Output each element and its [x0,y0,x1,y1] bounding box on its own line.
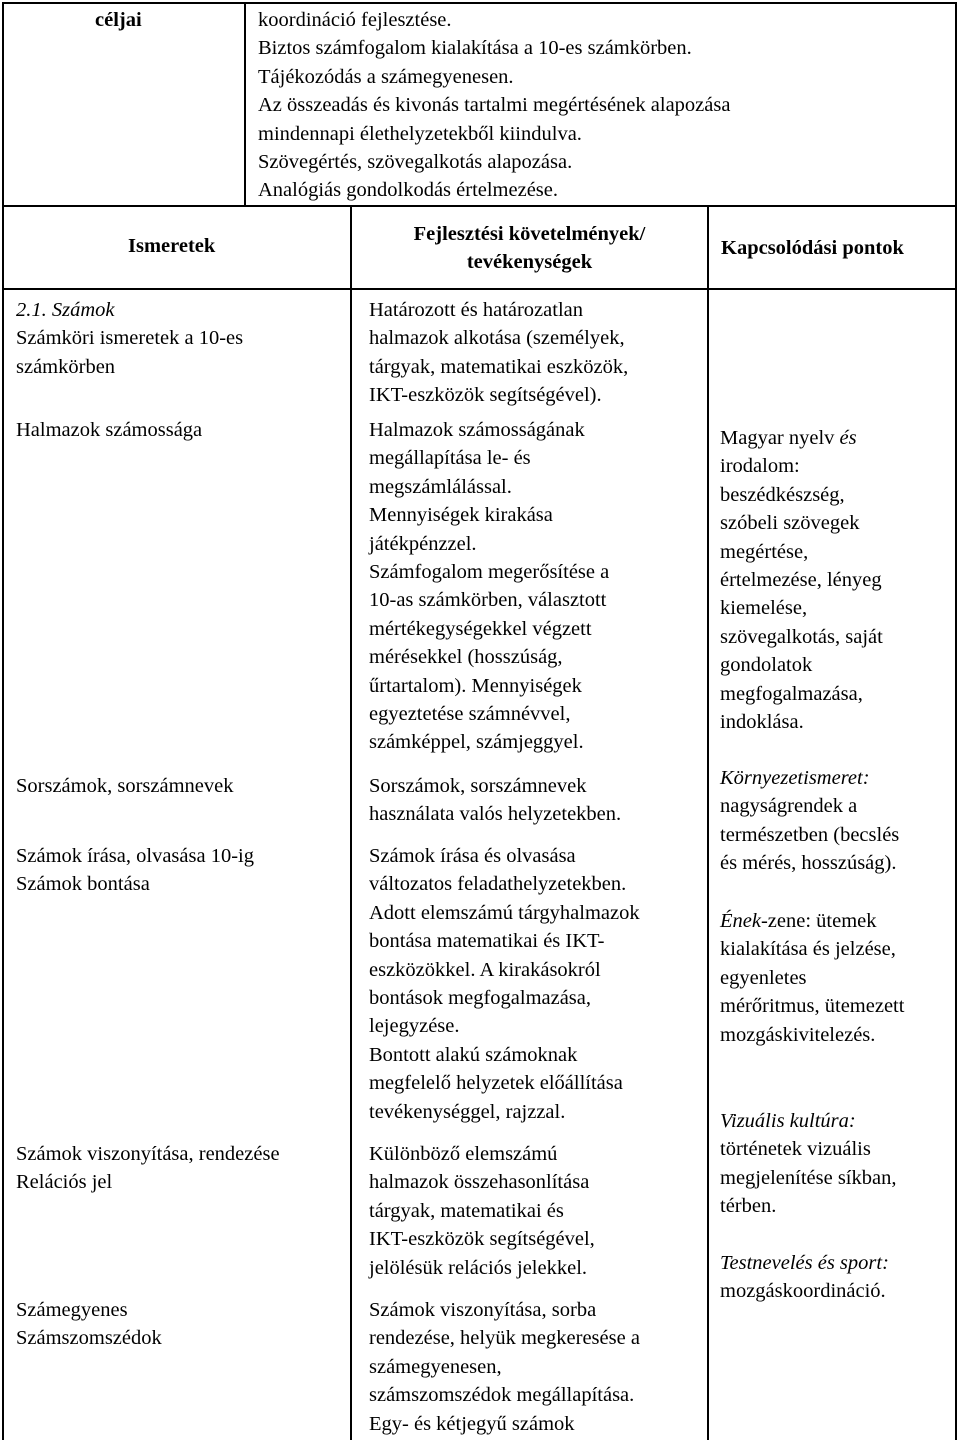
activity-line: megszámlálással. [369,475,512,498]
knowledge-item-line: Halmazok számossága [16,419,203,441]
connection-subject: Környezetismeret: [720,767,870,789]
connection-line: térben. [720,1195,777,1218]
activity-line: megfelelő helyzetek előállítása [369,1072,623,1095]
column-divider-2 [707,205,709,1440]
connection-line: megfogalmazása, [720,682,863,705]
activity-line: Halmazok számosságának [369,419,585,441]
activity-block [369,842,640,1126]
header-kapcsolodasi: Kapcsolódási pontok [721,237,904,259]
topic-number: 2.1. Számok [16,299,115,321]
header-ismeretek: Ismeretek [128,235,216,257]
subject-upright: -zene: ütemek [760,910,877,932]
topic-line: Számköri ismeretek a 10-es [16,327,244,350]
knowledge-item-line: Számok viszonyítása, rendezése [16,1143,280,1165]
activity-block [369,1140,595,1282]
activity-line: számegyenesen, [369,1355,502,1378]
knowledge-item [16,416,202,444]
activity-line: jelölésük relációs jelekkel. [369,1256,588,1279]
activity-line: egyeztetése számnévvel, [369,703,571,726]
connection-subject: Vizuális kultúra: [720,1110,856,1132]
goals-label: céljai [95,9,142,31]
connection-line: szövegalkotás, saját [720,625,883,648]
activity-line: Különböző elemszámú [369,1143,558,1165]
activity-line: mérésekkel (hosszúság, [369,646,563,669]
activity-line: 10-as számkörben, választott [369,589,607,612]
subject-italic: és [839,427,857,449]
subject-upright: Magyar nyelv [720,427,840,449]
knowledge-item [16,842,254,899]
activity-line: bontások megfogalmazása, [369,987,592,1010]
table-border-left [2,2,4,1440]
knowledge-item-line: Számok írása, olvasása 10-ig [16,845,254,867]
connection-line: mérőritmus, ütemezett [720,995,905,1018]
activity-line: IKT-eszközök segítségével, [369,1228,595,1251]
goal-line: mindennapi élethelyzetekből kiindulva. [258,122,582,145]
knowledge-item [16,1296,162,1353]
connection-subject: Testnevelés és sport: [720,1252,889,1274]
activity-block [369,1296,640,1438]
topic-line: számkörben [16,355,116,378]
connection-group [720,907,904,1049]
goals-list [258,6,730,205]
goal-line: koordináció fejlesztése. [258,9,452,31]
knowledge-item-line: Számok bontása [16,873,150,896]
activity-line: Egy- és kétjegyű számok [369,1412,575,1435]
table-border-right [955,2,957,1440]
goal-line: Tájékozódás a számegyenesen. [258,65,514,88]
activity-block [369,772,621,829]
connection-line: megjelenítése síkban, [720,1166,897,1189]
activity-line: Számok írása és olvasása [369,845,576,867]
connection-line: mozgáskoordináció. [720,1280,886,1303]
activity-line: megállapítása le- és [369,447,531,470]
activity-line: Bontott alakú számoknak [369,1043,578,1066]
knowledge-item-line: Relációs jel [16,1171,113,1194]
activity-line: Mennyiségek kirakása [369,504,553,527]
connection-group [720,1249,889,1306]
activity-line: Sorszámok, sorszámnevek [369,775,587,797]
subject-italic: Ének [720,910,761,932]
activity-line: változatos feladathelyzetekben. [369,873,627,896]
header-fejlesztesi-line1: Fejlesztési követelmények/ [413,223,646,245]
activity-line: bontása matematikai és IKT- [369,930,605,953]
table-border-top [2,2,957,4]
knowledge-item [16,1140,280,1197]
activity-line: tárgyak, matematikai és [369,1199,564,1222]
goal-line: Az összeadás és kivonás tartalmi megértésének alapozása [258,94,731,117]
connection-line: történetek vizuális [720,1138,871,1161]
activity-line: használata valós helyzetekben. [369,803,622,826]
goal-line: Szövegértés, szövegalkotás alapozása. [258,151,573,174]
activity-line: eszközökkel. A kirakásokról [369,958,601,981]
activity-block [369,296,628,410]
connection-line: megértése, [720,540,809,563]
connection-group [720,1107,896,1221]
knowledge-item-line: Számegyenes [16,1299,128,1321]
header-fejlesztesi-line2: tevékenységek [466,251,593,274]
connection-line: indoklása. [720,711,804,734]
connection-line: irodalom: [720,455,800,478]
activity-line: halmazok összehasonlítása [369,1171,590,1194]
goals-divider [244,2,246,207]
connection-line: beszédkészség, [720,483,845,506]
header-divider-bottom [2,288,957,290]
activity-line: Számfogalom megerősítése a [369,561,610,584]
connection-line: természetben (becslés [720,823,900,846]
connection-line: mozgáskivitelezés. [720,1023,876,1046]
activity-line: tárgyak, matematikai eszközök, [369,355,629,378]
activity-line: számképpel, számjeggyel. [369,731,584,754]
header-divider-top [2,205,957,207]
activity-line: mértékegységekkel végzett [369,617,592,640]
activity-line: tevékenységgel, rajzzal. [369,1100,566,1123]
topic-block [16,296,243,381]
activity-block [369,416,609,757]
connection-line: gondolatok [720,654,813,677]
knowledge-item [16,772,233,800]
activity-line: lejegyzése. [369,1015,460,1038]
connection-line: értelmezése, lényeg [720,569,882,592]
knowledge-item-line: Sorszámok, sorszámnevek [16,775,234,797]
activity-line: Adott elemszámú tárgyhalmazok [369,901,640,924]
connection-group [720,424,883,736]
activity-line: Számok viszonyítása, sorba [369,1299,597,1321]
connection-line: kialakítása és jelzése, [720,938,896,961]
activity-line: játékpénzzel. [369,532,477,555]
goal-line: Analógiás gondolkodás értelmezése. [258,179,559,202]
connection-subject [720,907,904,935]
connection-line: nagyságrendek a [720,795,858,818]
activity-line: Határozott és határozatlan [369,299,583,321]
activity-line: IKT-eszközök segítségével). [369,384,602,407]
activity-line: rendezése, helyük megkeresése a [369,1327,640,1350]
connection-subject [720,424,883,452]
connection-group [720,764,899,878]
activity-line: halmazok alkotása (személyek, [369,327,625,350]
goal-line: Biztos számfogalom kialakítása a 10-es számkörben. [258,37,692,60]
activity-line: számszomszédok megállapítása. [369,1384,635,1407]
connection-line: szóbeli szövegek [720,512,860,535]
header-fejlesztesi [352,220,707,277]
column-divider-1 [350,205,352,1440]
connection-line: egyenletes [720,966,807,989]
knowledge-item-line: Számszomszédok [16,1327,162,1350]
connection-line: és mérés, hosszúság). [720,852,897,875]
connection-line: kiemelése, [720,597,808,620]
activity-line: űrtartalom). Mennyiségek [369,674,582,697]
